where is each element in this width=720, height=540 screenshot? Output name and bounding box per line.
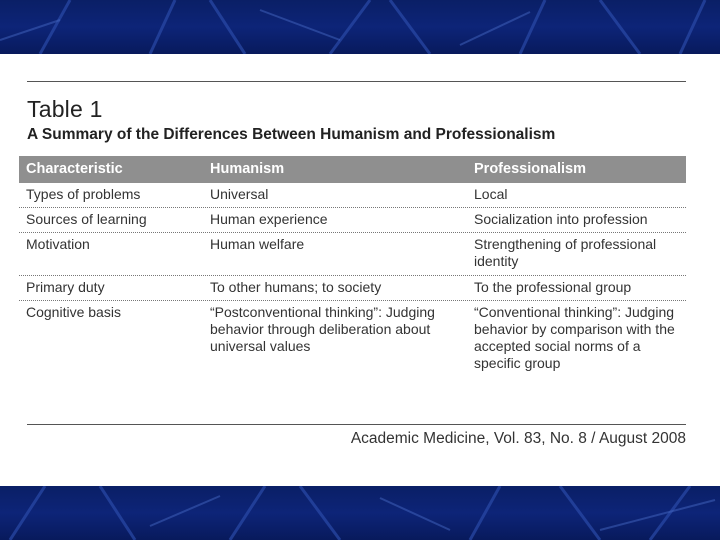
- table-row: [19, 208, 686, 233]
- bottom-band-streaks: [0, 486, 720, 540]
- summary-table: [19, 156, 686, 373]
- cell-humanism: Human welfare: [210, 236, 305, 252]
- top-band-streaks: [0, 0, 720, 54]
- table-title: A Summary of the Differences Between Humanism and Professionalism: [27, 126, 556, 143]
- top-rule: [27, 81, 686, 82]
- table-row: [19, 301, 686, 373]
- cell-characteristic: Motivation: [26, 236, 90, 252]
- table-row: [19, 183, 686, 208]
- table-header-row: [19, 156, 686, 183]
- cell-humanism: To other humans; to society: [210, 279, 382, 295]
- cell-professionalism: “Conventional thinking”: Judging behavior by comparison with the accepted social norms of a specific group: [474, 304, 675, 371]
- cell-characteristic: Sources of learning: [26, 211, 147, 227]
- table-label: Table 1: [27, 96, 103, 122]
- citation: Academic Medicine, Vol. 83, No. 8 / August 2008: [350, 430, 686, 447]
- cell-humanism: “Postconventional thinking”: Judging behavior through deliberation about universal values: [210, 304, 435, 354]
- bottom-decorative-band: [0, 486, 720, 540]
- table-row: [19, 233, 686, 276]
- cell-characteristic: Primary duty: [26, 279, 105, 295]
- cell-characteristic: Cognitive basis: [26, 304, 121, 320]
- bottom-rule: [27, 424, 686, 425]
- cell-characteristic: Types of problems: [26, 186, 141, 202]
- cell-humanism: Human experience: [210, 211, 328, 227]
- header-professionalism: Professionalism: [474, 161, 587, 177]
- cell-professionalism: Strengthening of professional identity: [474, 236, 657, 269]
- cell-humanism: Universal: [210, 186, 269, 202]
- slide-content: [0, 54, 720, 486]
- cell-professionalism: Local: [474, 186, 508, 202]
- table-row: [19, 276, 686, 301]
- header-humanism: Humanism: [210, 161, 285, 177]
- cell-professionalism: Socialization into profession: [474, 211, 648, 227]
- top-decorative-band: [0, 0, 720, 54]
- header-characteristic: Characteristic: [26, 161, 123, 177]
- cell-professionalism: To the professional group: [474, 279, 632, 295]
